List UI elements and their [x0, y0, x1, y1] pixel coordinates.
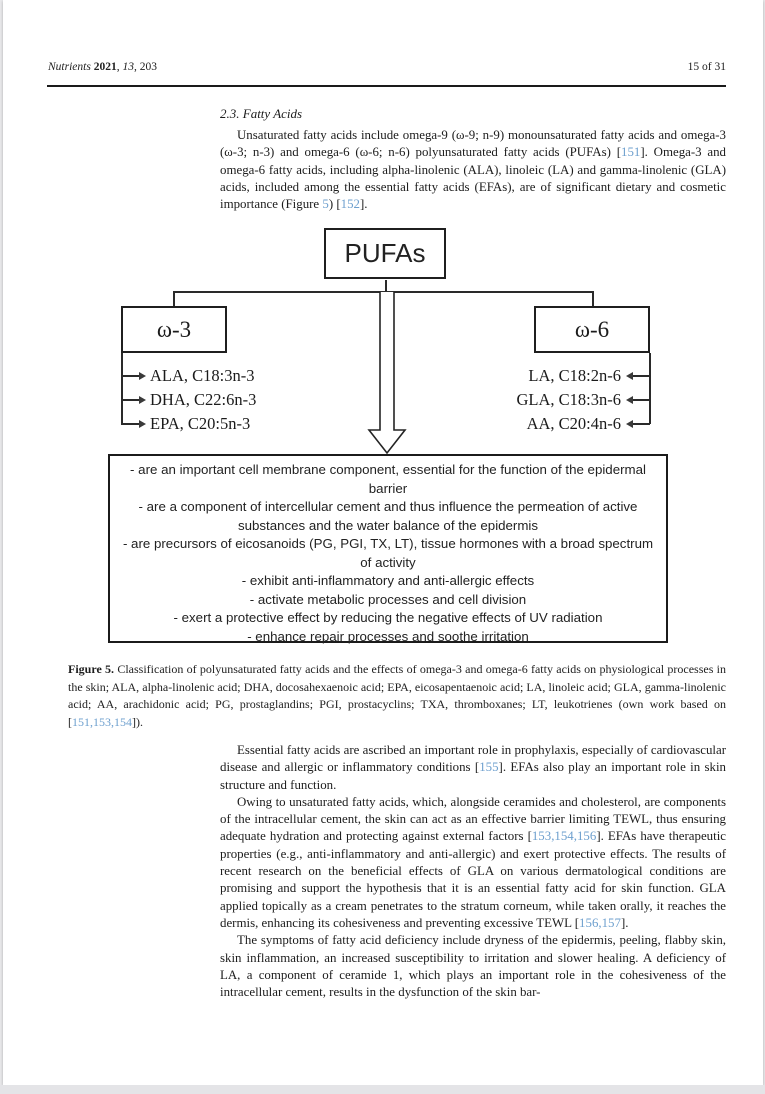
omega3-arrow-line	[122, 423, 139, 425]
text-segment: 2021	[93, 61, 117, 73]
effects-item: - enhance repair processes and soothe irritation	[247, 628, 529, 644]
effects-box	[108, 454, 668, 643]
omega3-acid-item: DHA, C22:6n-3	[150, 390, 257, 409]
figure-caption	[68, 661, 726, 731]
citation-link[interactable]: 155	[479, 760, 499, 775]
text-segment: Owing to unsaturated fatty acids, which, alongside ceramides and cholesterol, are components of the intracellular cement, the skin can act as an effective barrier limiting TEWL, thus ensuring adequate hydration and protecting against external factors [	[220, 794, 726, 844]
body-paragraph	[220, 932, 726, 1001]
pdf-page	[3, 0, 763, 1085]
omega6-bracket-line	[649, 353, 651, 424]
effects-item: - are an important cell membrane component, essential for the function of the epidermal barrier	[130, 462, 646, 496]
effects-item: - exert a protective effect by reducing the negative effects of UV radiation	[173, 610, 603, 625]
right-arrow-icon	[139, 372, 146, 380]
text-segment: , 203	[133, 61, 157, 73]
right-arrow-icon	[139, 396, 146, 404]
omega3-arrow-line	[122, 375, 139, 377]
omega6-arrow-line	[633, 399, 650, 401]
text-segment: ) [	[328, 197, 341, 212]
omega3-bracket-line	[121, 353, 123, 425]
header-rule	[47, 85, 726, 87]
effects-item: - exhibit anti-inflammatory and anti-allergic effects	[241, 573, 535, 588]
text-segment: Figure 5.	[68, 662, 115, 676]
omega3-acid-item: EPA, C20:5n-3	[150, 414, 251, 433]
effects-item: - are precursors of eicosanoids (PG, PGI, TX, LT), tissue hormones with a broad spectrum of activity	[122, 536, 654, 570]
text-segment: Unsaturated fatty acids include omega-9 (ω-9; n-9) monounsaturated fatty acids and omega-3 (ω-3; n-3) and omega-6 (ω-6; n-6) polyunsaturated fatty acids (PUFAs) [	[220, 128, 726, 160]
text-segment: ]. EFAs have therapeutic properties (e.g., anti-inflammatory and anti-allergic) and exert protective effects. The results of recent research on the beneficial effects of GLA on various dermatological conditions are promising and support the hypothesis that it is an essential fatty acid for skin function. GLA applied topically as a cream penetrates to the stratum corneum, while taken orally, it reaches the dermis, enhancing its cohesiveness and preventing excessive TEWL [	[220, 829, 726, 930]
citation-link[interactable]: 153,154,156	[531, 829, 597, 844]
citation-link[interactable]: 5	[322, 197, 329, 212]
page-header	[48, 61, 726, 73]
omega6-acid-item: LA, C18:2n-6	[528, 366, 621, 385]
omega3-box	[121, 306, 227, 353]
text-segment: Essential fatty acids are ascribed an important role in prophylaxis, especially of cardiovascular disease and allergic or inflammatory conditions [	[220, 743, 726, 775]
page-gap	[0, 1085, 765, 1094]
text-segment: ].	[360, 197, 368, 212]
text-segment: Classification of polyunsaturated fatty acids and the effects of omega-3 and omega-6 fatty acids on physiological processes in the skin; ALA, alpha-linolenic acid; DHA, docosahexaenoic acid; EPA, eicosapentaenoic acid; LA, linoleic acid; GLA, gamma-linolenic acid; AA, arachidonic acid; PG, prostaglandins; PGI, prostacyclins; TXA, thromboxanes; LT, leukotrienes (own work based on [	[68, 662, 726, 729]
omega6-acid-item: AA, C20:4n-6	[526, 414, 621, 433]
omega3-acid-item: ALA, C18:3n-3	[150, 366, 255, 385]
text-segment: ]. EFAs also play an important role in skin structure and function.	[220, 760, 726, 792]
omega6-arrow-line	[633, 375, 650, 377]
right-arrow-icon	[139, 420, 146, 428]
text-segment: Nutrients	[48, 61, 94, 73]
down-arrow-icon	[362, 292, 412, 455]
connector-right-drop-line	[592, 291, 594, 307]
text-segment: ].	[620, 915, 629, 930]
intro-paragraph	[220, 127, 726, 213]
text-segment: 13	[122, 61, 134, 73]
pufas-root-box	[324, 228, 446, 279]
body-paragraph	[220, 742, 726, 794]
citation-link[interactable]: 151	[621, 145, 641, 160]
pufas-root-label: PUFAs	[344, 238, 426, 268]
body-paragraph	[220, 794, 726, 932]
omega6-arrow-line	[633, 423, 650, 425]
text-segment: ]. Omega-3 and omega-6 fatty acids, including alpha-linolenic (ALA), linoleic (LA) and gamma-linolenic (GLA) acids, included among the essential fatty acids (EFAs), are of significant dietary and cosmetic importance (Figure	[220, 145, 726, 212]
omega6-box	[534, 306, 650, 353]
omega6-label: ω-6	[574, 316, 610, 342]
page-number: 15 of 31	[687, 61, 726, 73]
text-segment: The symptoms of fatty acid deficiency include dryness of the epidermis, peeling, flabby skin, skin inflammation, an increased susceptibility to irritation and slower healing. A deficiency of LA, a component of ceramide 1, which plays an important role in the cohesiveness of the intracellular cement, results in the dysfunction of the skin bar-	[220, 933, 726, 1000]
citation-link[interactable]: 151,153,154	[72, 714, 132, 729]
text-segment: ]).	[132, 714, 143, 729]
effects-item: - are a component of intercellular cement and thus influence the permeation of active substances and the water balance of the epidermis	[138, 499, 638, 533]
omega3-arrow-line	[122, 399, 139, 401]
connector-left-drop-line	[173, 291, 175, 307]
left-arrow-icon	[626, 420, 633, 428]
text-segment: ,	[116, 61, 123, 73]
section-heading: 2.3. Fatty Acids	[220, 106, 303, 121]
journal-citation	[48, 61, 157, 73]
omega3-label: ω-3	[156, 316, 192, 342]
effects-item: - activate metabolic processes and cell division	[249, 591, 527, 607]
left-arrow-icon	[626, 372, 633, 380]
citation-link[interactable]: 152	[340, 197, 360, 212]
left-arrow-icon	[626, 396, 633, 404]
body-text-block	[220, 742, 726, 1001]
citation-link[interactable]: 156,157	[579, 915, 621, 930]
omega6-acid-item: GLA, C18:3n-6	[516, 390, 621, 409]
